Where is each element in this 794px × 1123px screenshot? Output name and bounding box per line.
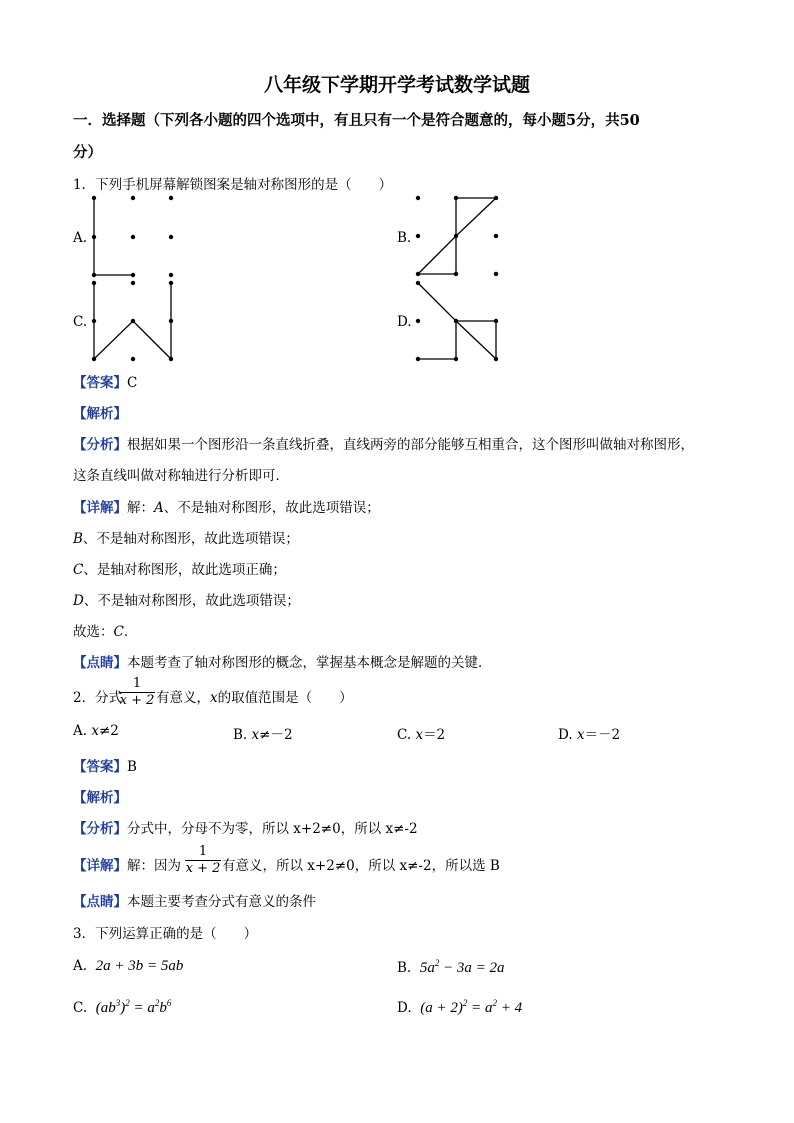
q3-opt-c-exp2: 2 xyxy=(125,998,130,1008)
q1-detail-c-letter: C xyxy=(73,562,84,578)
q1-option-b-label: B. xyxy=(397,230,412,246)
q2-opt-c-label: C. xyxy=(397,727,412,743)
q3-opt-b-label: B. xyxy=(397,960,412,976)
q2-option-a xyxy=(73,723,119,739)
q1-option-d-label: D. xyxy=(397,314,412,330)
q1-comment-text: 本题考查了轴对称图形的概念，掌握基本概念是解题的关键． xyxy=(127,655,492,671)
q3-opt-d-post: + 4 xyxy=(496,1000,523,1016)
q2-option-d xyxy=(558,723,620,743)
q2-stem-frac-den: x + 2 xyxy=(119,693,155,708)
q1-answer xyxy=(73,371,137,391)
q1-answer-tag: 【答案】 xyxy=(73,375,127,391)
q2-opt-d-label: D. xyxy=(558,727,573,743)
q1-analysis-text1: 根据如果一个图形沿一条直线折叠，直线两旁的部分能够互相重合，这个图形叫做轴对称图形， xyxy=(127,437,694,453)
page-title: 八年级下学期开学考试数学试题 xyxy=(263,74,530,96)
q1-detail-line-d xyxy=(73,589,300,609)
q3-opt-b-post: − 3a = 2a xyxy=(439,960,505,976)
q3-opt-a-expr: 2a + 3b = 5ab xyxy=(95,958,184,974)
q2-stem-suffix: 的取值范围是（ ） xyxy=(217,690,353,706)
q3-opt-d-label: D. xyxy=(397,1000,412,1016)
q3-opt-d-exp: 2 xyxy=(462,998,468,1008)
q3-opt-b-expr xyxy=(420,960,505,976)
q2-opt-b-var: x xyxy=(251,727,260,743)
q2-analysis-head-tag: 【分析】 xyxy=(73,821,127,837)
q1-detail-line-b xyxy=(73,527,299,547)
section-header-line2: 分） xyxy=(73,144,102,161)
q2-answer-value: B xyxy=(127,759,137,775)
q1-detail-prefix: 解： xyxy=(127,500,154,516)
q1-choose xyxy=(73,620,137,640)
q2-answer xyxy=(73,755,137,775)
q2-comment-tag: 【点睛】 xyxy=(73,894,127,910)
q1-option-c-label: C. xyxy=(73,314,88,330)
q3-opt-c-eq: = a xyxy=(129,1000,155,1016)
q3-opt-d-pre: (a + 2) xyxy=(420,1000,463,1016)
q2-opt-c-var: x xyxy=(415,727,424,743)
q1-comment xyxy=(73,651,492,671)
q3-opt-c-exp4: 6 xyxy=(166,998,172,1008)
q3-opt-c-b: b xyxy=(159,1000,167,1016)
q2-detail-fraction xyxy=(185,844,221,877)
q2-answer-tag: 【答案】 xyxy=(73,759,127,775)
q2-stem-fraction xyxy=(119,676,155,709)
q2-detail-prefix: 解：因为 xyxy=(127,858,181,874)
q1-detail-tag: 【详解】 xyxy=(73,500,127,516)
q2-analysis-text: 分式中，分母不为零，所以 x+2≠0，所以 x≠-2 xyxy=(127,821,418,837)
q2-comment xyxy=(73,890,316,910)
q1-analysis-line1 xyxy=(73,433,694,453)
q3-opt-c-expr xyxy=(96,1000,172,1016)
q2-opt-c-rest: ＝2 xyxy=(423,727,446,743)
q1-detail-d-letter: D xyxy=(73,593,84,609)
q1-option-a-label: A. xyxy=(73,230,88,246)
q2-detail-frac-den: x + 2 xyxy=(185,861,221,876)
q2-opt-b-rest: ≠－2 xyxy=(259,727,293,743)
q2-opt-d-rest: ＝－2 xyxy=(584,727,621,743)
q2-opt-a-var: x xyxy=(91,723,99,739)
q2-comment-text: 本题主要考查分式有意义的条件 xyxy=(127,894,316,910)
q1-detail-line-a xyxy=(73,496,380,516)
q3-opt-d-exp2: 2 xyxy=(492,998,497,1008)
q1-detail-line-c xyxy=(73,558,286,578)
q1-detail-a-text: 、不是轴对称图形，故此选项错误； xyxy=(163,500,380,516)
q3-option-a xyxy=(73,958,183,975)
q3-option-c xyxy=(73,998,171,1017)
q3-opt-c-pre: (ab xyxy=(95,1000,116,1016)
q1-answer-value: C xyxy=(127,375,138,391)
q2-option-c xyxy=(397,723,445,743)
q2-opt-a-label: A. xyxy=(73,723,88,739)
q1-detail-b-text: 、不是轴对称图形，故此选项错误； xyxy=(82,531,299,547)
q3-opt-c-label: C. xyxy=(73,1000,88,1016)
q3-opt-b-pre: 5a xyxy=(419,960,435,976)
q3-opt-c-exp1: 3 xyxy=(115,998,121,1008)
q1-option-b-figure xyxy=(410,190,510,285)
q2-stem-rest xyxy=(156,686,353,706)
q2-stem-mid: 有意义， xyxy=(156,690,210,706)
q2-detail-frac-num: 1 xyxy=(198,844,208,859)
q1-choose-prefix: 故选： xyxy=(73,624,114,640)
q3-opt-c-exp3: 2 xyxy=(154,998,160,1008)
q1-analysis-tag: 【解析】 xyxy=(73,406,127,422)
q2-opt-a-rest: ≠2 xyxy=(98,723,119,739)
q2-stem-prefix: 2．分式 xyxy=(73,690,123,706)
q3-opt-d-mid: = a xyxy=(467,1000,493,1016)
q1-analysis-line2: 这条直线叫做对称轴进行分析即可． xyxy=(73,468,289,484)
q1-detail-c-text: 、是轴对称图形，故此选项正确； xyxy=(83,562,286,578)
q2-detail-suffix: 有意义，所以 x+2≠0，所以 x≠-2，所以选 B xyxy=(222,858,500,874)
q3-opt-a-label: A. xyxy=(73,958,88,974)
q1-choose-suffix: ． xyxy=(123,624,138,640)
q1-analysis-head-tag: 【分析】 xyxy=(73,437,127,453)
q1-option-a-figure xyxy=(85,190,185,285)
q2-option-b xyxy=(233,723,293,743)
q2-stem-var: x xyxy=(210,690,218,706)
q3-option-d xyxy=(397,998,522,1017)
q1-detail-a-letter: A xyxy=(154,500,164,516)
q2-stem-frac-num: 1 xyxy=(132,676,142,691)
section-header-line1: 一．选择题（下列各小题的四个选项中，有且只有一个是符合题意的，每小题5分，共50 xyxy=(73,112,640,129)
q1-choose-letter: C xyxy=(113,624,124,640)
q2-detail-prefix-line xyxy=(73,854,181,874)
q1-option-d-figure xyxy=(410,275,510,370)
q2-detail-tag: 【详解】 xyxy=(73,858,127,874)
q1-detail-b-letter: B xyxy=(73,531,83,547)
q2-opt-b-label: B. xyxy=(233,727,248,743)
q3-stem: 3．下列运算正确的是（ ） xyxy=(73,926,258,942)
q1-comment-tag: 【点睛】 xyxy=(73,655,127,671)
q3-option-b xyxy=(397,958,505,977)
q2-analysis xyxy=(73,817,418,837)
q2-analysis-tag: 【解析】 xyxy=(73,790,127,806)
q2-opt-d-var: x xyxy=(576,727,585,743)
q1-option-c-figure xyxy=(85,275,185,370)
q1-stem: 1．下列手机屏幕解锁图案是轴对称图形的是（ ） xyxy=(73,177,393,193)
q1-detail-d-text: 、不是轴对称图形，故此选项错误； xyxy=(83,593,300,609)
q3-opt-c-mid: ) xyxy=(120,1000,126,1016)
q3-opt-b-exp: 2 xyxy=(434,958,440,968)
q3-opt-d-expr xyxy=(420,1000,522,1016)
